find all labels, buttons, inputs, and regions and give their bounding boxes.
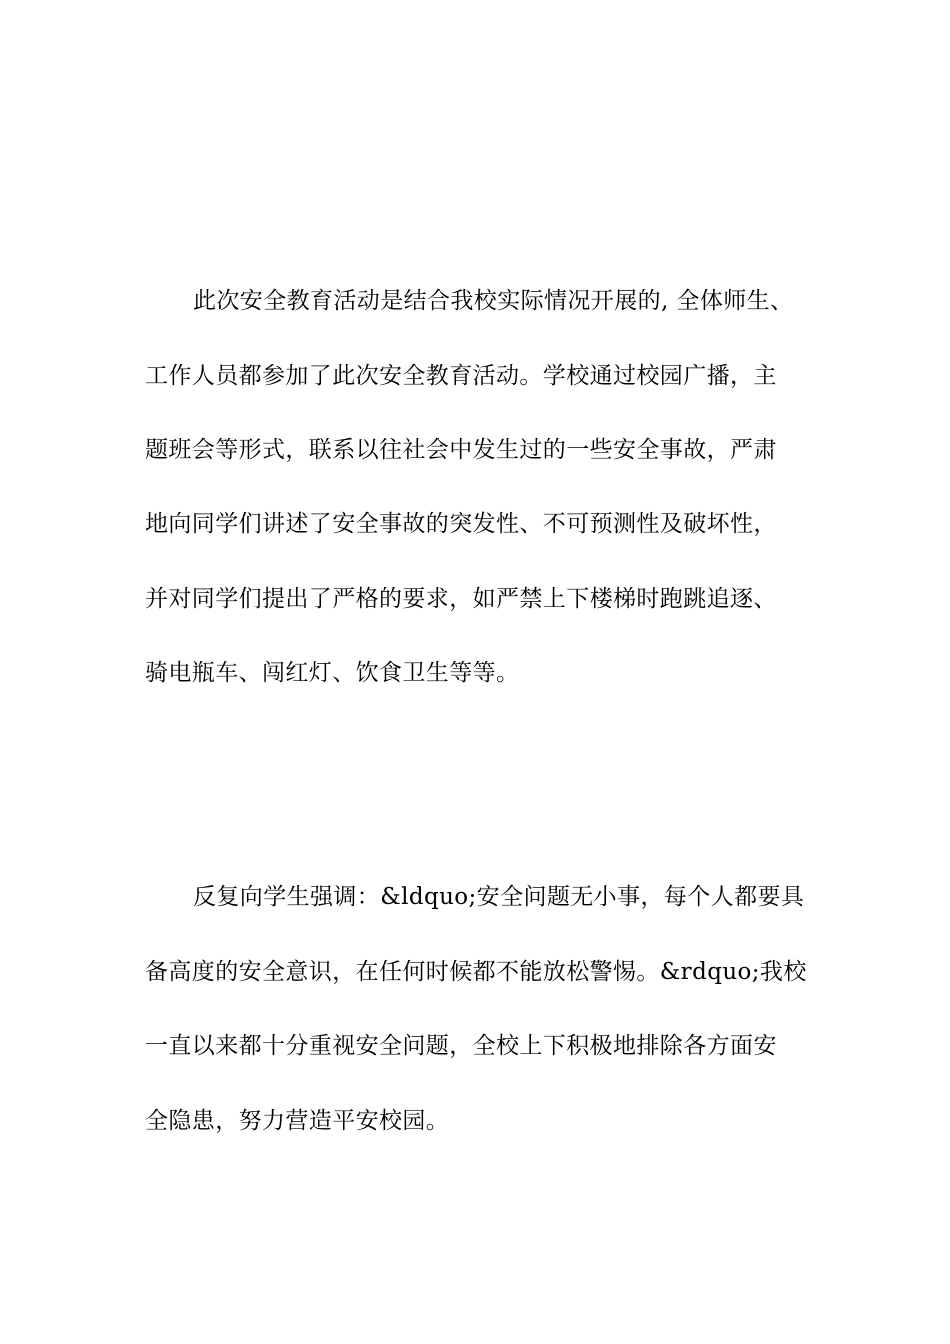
paragraph-line: 备高度的安全意识，在任何时候都不能放松警惕。&rdquo;我校 (145, 959, 807, 985)
paragraph-line: 并对同学们提出了严格的要求，如严禁上下楼梯时跑跳追逐、 (145, 586, 777, 612)
paragraph-line: 一直以来都十分重视安全问题，全校上下积极地排除各方面安 (145, 1033, 777, 1059)
paragraph-line: 骑电瓶车、闯红灯、饮食卫生等等。 (145, 660, 520, 686)
paragraph-line: 工作人员都参加了此次安全教育活动。学校通过校园广播，主 (145, 363, 777, 389)
paragraph-line: 地向同学们讲述了安全事故的突发性、不可预测性及破坏性， (145, 511, 777, 537)
paragraph-line: 全隐患，努力营造平安校园。 (145, 1108, 450, 1134)
paragraph-line: 反复向学生强调：&ldquo;安全问题无小事，每个人都要具 (193, 884, 805, 910)
paragraph-line: 此次安全教育活动是结合我校实际情况开展的, 全体师生、 (193, 288, 794, 314)
paragraph-line: 题班会等形式，联系以往社会中发生过的一些安全事故，严肃 (145, 437, 777, 463)
